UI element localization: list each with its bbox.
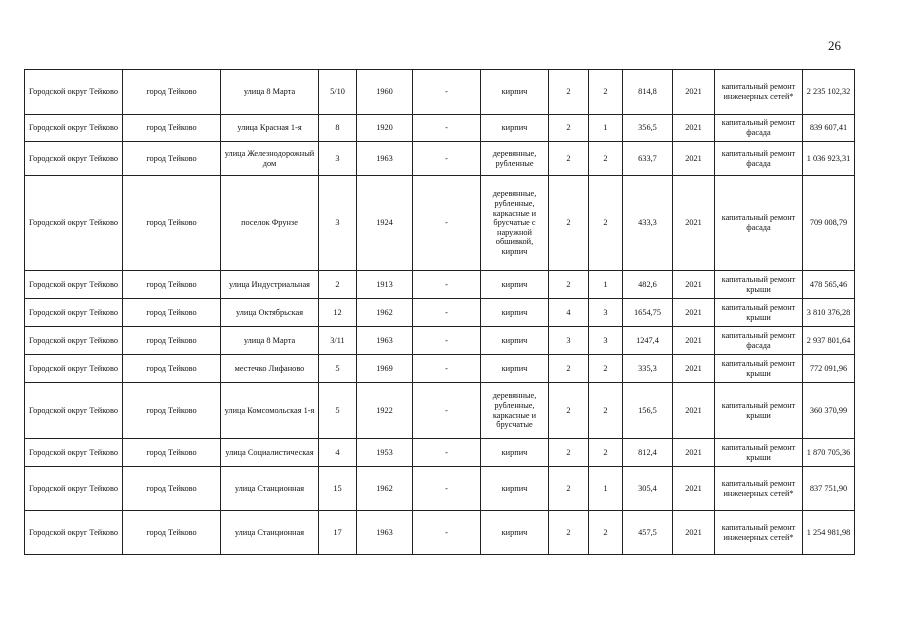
cell-year: 1922	[357, 383, 413, 439]
cell-settlement: город Тейково	[123, 511, 221, 555]
cell-area: 1247,4	[623, 327, 673, 355]
table-row	[25, 115, 855, 142]
table-row	[25, 142, 855, 176]
cell-settlement: город Тейково	[123, 439, 221, 467]
cell-plan-year: 2021	[673, 115, 715, 142]
cell-house: 5	[319, 355, 357, 383]
cell-house: 8	[319, 115, 357, 142]
cell-dash: -	[413, 70, 481, 115]
cell-dash: -	[413, 467, 481, 511]
cell-plan-year: 2021	[673, 299, 715, 327]
cell-cost: 3 810 376,28	[803, 299, 855, 327]
cell-plan-year: 2021	[673, 327, 715, 355]
cell-house: 5	[319, 383, 357, 439]
cell-street: улица 8 Марта	[221, 70, 319, 115]
cell-street: улица Станционная	[221, 467, 319, 511]
cell-year: 1924	[357, 176, 413, 271]
cell-area: 633,7	[623, 142, 673, 176]
cell-entrances: 2	[589, 439, 623, 467]
cell-entrances: 3	[589, 299, 623, 327]
cell-dash: -	[413, 271, 481, 299]
cell-dash: -	[413, 327, 481, 355]
cell-street: местечко Лифаново	[221, 355, 319, 383]
cell-house: 5/10	[319, 70, 357, 115]
cell-municipality: Городской округ Тейково	[25, 115, 123, 142]
cell-floors: 2	[549, 176, 589, 271]
cell-work: капитальный ремонт инженерных сетей*	[715, 70, 803, 115]
cell-cost: 772 091,96	[803, 355, 855, 383]
cell-floors: 2	[549, 467, 589, 511]
cell-floors: 2	[549, 142, 589, 176]
cell-year: 1963	[357, 327, 413, 355]
cell-plan-year: 2021	[673, 70, 715, 115]
table-row	[25, 383, 855, 439]
cell-cost: 360 370,99	[803, 383, 855, 439]
cell-cost: 1 036 923,31	[803, 142, 855, 176]
cell-work: капитальный ремонт крыши	[715, 355, 803, 383]
cell-area: 335,3	[623, 355, 673, 383]
cell-plan-year: 2021	[673, 355, 715, 383]
cell-municipality: Городской округ Тейково	[25, 511, 123, 555]
cell-municipality: Городской округ Тейково	[25, 383, 123, 439]
cell-municipality: Городской округ Тейково	[25, 70, 123, 115]
cell-floors: 2	[549, 439, 589, 467]
cell-municipality: Городской округ Тейково	[25, 327, 123, 355]
cell-material: кирпич	[481, 355, 549, 383]
cell-street: улица Станционная	[221, 511, 319, 555]
cell-municipality: Городской округ Тейково	[25, 299, 123, 327]
cell-work: капитальный ремонт крыши	[715, 271, 803, 299]
cell-floors: 2	[549, 115, 589, 142]
cell-material: кирпич	[481, 115, 549, 142]
cell-dash: -	[413, 299, 481, 327]
cell-year: 1969	[357, 355, 413, 383]
cell-work: капитальный ремонт инженерных сетей*	[715, 467, 803, 511]
cell-area: 1654,75	[623, 299, 673, 327]
cell-settlement: город Тейково	[123, 142, 221, 176]
cell-settlement: город Тейково	[123, 327, 221, 355]
cell-dash: -	[413, 355, 481, 383]
cell-street: поселок Фрунзе	[221, 176, 319, 271]
cell-work: капитальный ремонт крыши	[715, 299, 803, 327]
cell-dash: -	[413, 142, 481, 176]
cell-entrances: 2	[589, 355, 623, 383]
table-row	[25, 439, 855, 467]
cell-entrances: 2	[589, 176, 623, 271]
cell-municipality: Городской округ Тейково	[25, 467, 123, 511]
cell-floors: 2	[549, 511, 589, 555]
table-row	[25, 176, 855, 271]
cell-municipality: Городской округ Тейково	[25, 271, 123, 299]
cell-settlement: город Тейково	[123, 355, 221, 383]
cell-street: улица Железнодорожный дом	[221, 142, 319, 176]
cell-area: 156,5	[623, 383, 673, 439]
cell-work: капитальный ремонт крыши	[715, 383, 803, 439]
cell-area: 356,5	[623, 115, 673, 142]
cell-floors: 2	[549, 383, 589, 439]
cell-municipality: Городской округ Тейково	[25, 439, 123, 467]
table-row	[25, 467, 855, 511]
cell-year: 1960	[357, 70, 413, 115]
cell-area: 305,4	[623, 467, 673, 511]
cell-year: 1920	[357, 115, 413, 142]
cell-settlement: город Тейково	[123, 299, 221, 327]
cell-house: 17	[319, 511, 357, 555]
cell-cost: 478 565,46	[803, 271, 855, 299]
cell-plan-year: 2021	[673, 439, 715, 467]
cell-work: капитальный ремонт инженерных сетей*	[715, 511, 803, 555]
cell-year: 1963	[357, 142, 413, 176]
page-number: 26	[828, 38, 841, 53]
table-row	[25, 355, 855, 383]
cell-house: 4	[319, 439, 357, 467]
cell-year: 1913	[357, 271, 413, 299]
table-row	[25, 327, 855, 355]
cell-street: улица Красная 1-я	[221, 115, 319, 142]
cell-material: кирпич	[481, 467, 549, 511]
cell-entrances: 2	[589, 70, 623, 115]
cell-material: кирпич	[481, 271, 549, 299]
cell-floors: 2	[549, 70, 589, 115]
cell-dash: -	[413, 383, 481, 439]
cell-entrances: 2	[589, 142, 623, 176]
cell-plan-year: 2021	[673, 176, 715, 271]
cell-work: капитальный ремонт фасада	[715, 142, 803, 176]
cell-dash: -	[413, 439, 481, 467]
cell-year: 1953	[357, 439, 413, 467]
cell-material: деревянные, рубленные, каркасные и брусчатые	[481, 383, 549, 439]
cell-material: деревянные, рубленные	[481, 142, 549, 176]
cell-municipality: Городской округ Тейково	[25, 176, 123, 271]
cell-dash: -	[413, 115, 481, 142]
cell-dash: -	[413, 511, 481, 555]
cell-material: кирпич	[481, 299, 549, 327]
cell-house: 15	[319, 467, 357, 511]
cell-settlement: город Тейково	[123, 467, 221, 511]
cell-cost: 837 751,90	[803, 467, 855, 511]
table-row	[25, 271, 855, 299]
cell-work: капитальный ремонт фасада	[715, 115, 803, 142]
table-row	[25, 299, 855, 327]
cell-house: 12	[319, 299, 357, 327]
cell-material: кирпич	[481, 511, 549, 555]
cell-plan-year: 2021	[673, 383, 715, 439]
cell-settlement: город Тейково	[123, 176, 221, 271]
cell-entrances: 1	[589, 467, 623, 511]
cell-work: капитальный ремонт крыши	[715, 439, 803, 467]
cell-cost: 1 870 705,36	[803, 439, 855, 467]
cell-entrances: 2	[589, 383, 623, 439]
cell-municipality: Городской округ Тейково	[25, 142, 123, 176]
cell-settlement: город Тейково	[123, 70, 221, 115]
cell-cost: 709 008,79	[803, 176, 855, 271]
cell-settlement: город Тейково	[123, 271, 221, 299]
cell-year: 1962	[357, 299, 413, 327]
cell-cost: 839 607,41	[803, 115, 855, 142]
cell-work: капитальный ремонт фасада	[715, 176, 803, 271]
cell-entrances: 2	[589, 511, 623, 555]
cell-area: 482,6	[623, 271, 673, 299]
cell-settlement: город Тейково	[123, 115, 221, 142]
cell-floors: 2	[549, 355, 589, 383]
cell-street: улица Комсомольская 1-я	[221, 383, 319, 439]
cell-area: 457,5	[623, 511, 673, 555]
cell-material: деревянные, рубленные, каркасные и брусчатые с наружной обшивкой, кирпич	[481, 176, 549, 271]
cell-municipality: Городской округ Тейково	[25, 355, 123, 383]
cell-plan-year: 2021	[673, 271, 715, 299]
cell-work: капитальный ремонт фасада	[715, 327, 803, 355]
cell-material: кирпич	[481, 70, 549, 115]
cell-street: улица 8 Марта	[221, 327, 319, 355]
cell-street: улица Социалистическая	[221, 439, 319, 467]
cell-area: 433,3	[623, 176, 673, 271]
cell-street: улица Октябрьская	[221, 299, 319, 327]
cell-entrances: 1	[589, 115, 623, 142]
cell-floors: 4	[549, 299, 589, 327]
cell-plan-year: 2021	[673, 467, 715, 511]
cell-area: 812,4	[623, 439, 673, 467]
table-row	[25, 511, 855, 555]
cell-cost: 1 254 981,98	[803, 511, 855, 555]
cell-house: 2	[319, 271, 357, 299]
cell-year: 1963	[357, 511, 413, 555]
cell-plan-year: 2021	[673, 142, 715, 176]
cell-area: 814,8	[623, 70, 673, 115]
cell-house: 3/11	[319, 327, 357, 355]
cell-floors: 2	[549, 271, 589, 299]
cell-street: улица Индустриальная	[221, 271, 319, 299]
cell-house: 3	[319, 142, 357, 176]
cell-entrances: 3	[589, 327, 623, 355]
cell-material: кирпич	[481, 439, 549, 467]
cell-cost: 2 937 801,64	[803, 327, 855, 355]
cell-settlement: город Тейково	[123, 383, 221, 439]
cell-material: кирпич	[481, 327, 549, 355]
cell-house: 3	[319, 176, 357, 271]
cell-entrances: 1	[589, 271, 623, 299]
cell-floors: 3	[549, 327, 589, 355]
table-row	[25, 70, 855, 115]
cell-cost: 2 235 102,32	[803, 70, 855, 115]
cell-year: 1962	[357, 467, 413, 511]
housing-repair-table	[24, 69, 855, 555]
cell-dash: -	[413, 176, 481, 271]
cell-plan-year: 2021	[673, 511, 715, 555]
